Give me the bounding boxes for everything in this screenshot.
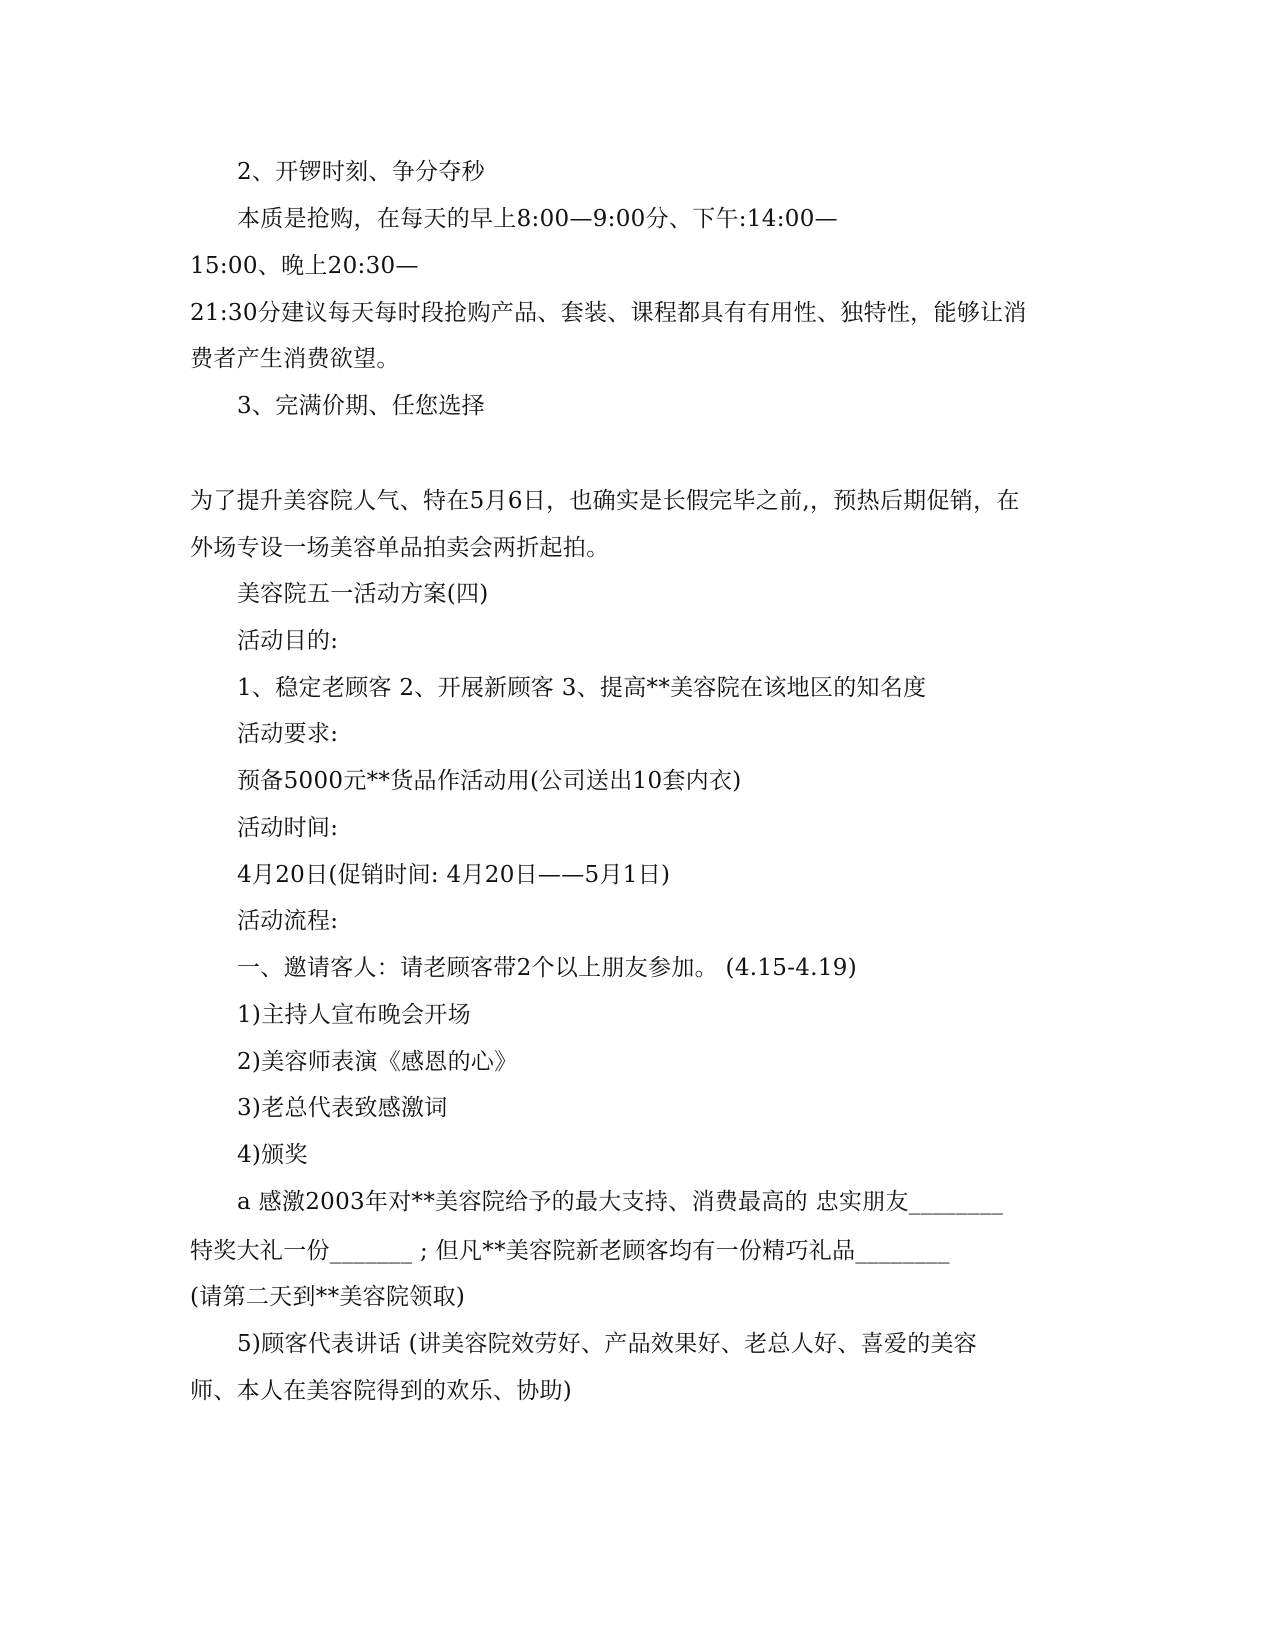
text-line: a 感激2003年对**美容院给予的最大支持、消费最高的 忠实朋友________ bbox=[237, 1189, 1004, 1215]
text-line: 3)老总代表致感激词 bbox=[237, 1095, 448, 1121]
text-line: 师、本人在美容院得到的欢乐、协助) bbox=[190, 1378, 573, 1404]
text-line: 1、稳定老顾客 2、开展新顾客 3、提高**美容院在该地区的知名度 bbox=[237, 675, 927, 701]
text-line: 5)顾客代表讲话 (讲美容院效劳好、产品效果好、老总人好、喜爱的美容 bbox=[237, 1331, 978, 1357]
text-line: 预备5000元**货品作活动用(公司送出10套内衣) bbox=[237, 768, 742, 794]
text-line: 为了提升美容院人气、特在5月6日，也确实是长假完毕之前,，预热后期促销，在 bbox=[190, 488, 1020, 514]
text-line: 21:30分建议每天每时段抢购产品、套装、课程都具有有用性、独特性，能够让消 bbox=[190, 300, 1027, 326]
text-line: 3、完满价期、任您选择 bbox=[237, 393, 485, 419]
text-line: 活动流程: bbox=[237, 908, 339, 934]
text-line: 活动要求: bbox=[237, 721, 339, 747]
text-line: 1)主持人宣布晚会开场 bbox=[237, 1002, 471, 1028]
text-line: 2)美容师表演《感恩的心》 bbox=[237, 1049, 518, 1075]
text-line: 活动目的: bbox=[237, 628, 339, 654]
text-line: 本质是抢购，在每天的早上8:00—9:00分、下午:14:00— bbox=[237, 206, 838, 232]
text-line: 4月20日(促销时间: 4月20日——5月1日) bbox=[237, 862, 671, 888]
text-line: 活动时间: bbox=[237, 815, 339, 841]
text-line: 美容院五一活动方案(四) bbox=[237, 581, 489, 607]
text-line: 4)颁奖 bbox=[237, 1142, 308, 1168]
text-line: 2、开锣时刻、争分夺秒 bbox=[237, 159, 485, 185]
text-line: 15:00、晚上20:30— bbox=[190, 253, 419, 279]
text-line: 特奖大礼一份_______ ; 但凡**美容院新老顾客均有一份精巧礼品________ bbox=[190, 1238, 950, 1264]
text-line: 外场专设一场美容单品拍卖会两折起拍。 bbox=[190, 535, 610, 561]
text-line: 一、邀请客人：请老顾客带2个以上朋友参加。 (4.15-4.19) bbox=[237, 955, 857, 981]
text-line: 费者产生消费欲望。 bbox=[190, 346, 400, 372]
text-line: (请第二天到**美容院领取) bbox=[190, 1284, 466, 1310]
